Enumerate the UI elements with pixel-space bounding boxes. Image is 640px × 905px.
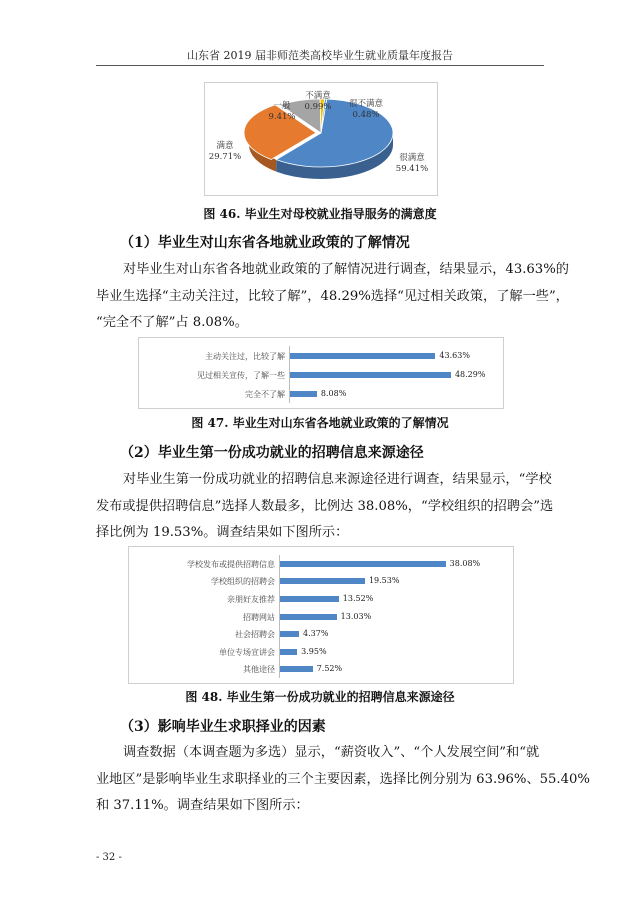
bar-category-label: 亲朋好友推荐 [227, 595, 275, 604]
bar-value-label: 13.52% [342, 594, 374, 603]
section-3-heading: （3）影响毕业生求职择业的因素 [120, 719, 326, 735]
bar [280, 614, 337, 620]
paragraph-line: 对毕业生第一份成功就业的招聘信息来源途径进行调查，结果显示，“学校 [123, 472, 552, 487]
pie-label-value: 0.48% [352, 110, 380, 120]
pie-label-name: 很满意 [399, 153, 425, 163]
bar-category-label: 招聘网站 [243, 612, 275, 622]
bar-category-label: 单位专场宣讲会 [219, 647, 275, 657]
bar [280, 631, 299, 637]
paragraph-line: 择比例为 19.53%。调查结果如下图所示： [96, 525, 349, 540]
paragraph-line: 发布或提供招聘信息”选择人数最多，比例达 38.08%，“学校组织的招聘会”选 [96, 498, 554, 514]
section-2-heading: （2）毕业生第一份成功就业的招聘信息来源途径 [120, 445, 424, 461]
bar-value-label: 48.29% [454, 369, 486, 379]
page-header: 山东省 2019 届非师范类高校毕业生就业质量年度报告 [187, 49, 453, 62]
figure-47-caption: 图 47. 毕业生对山东省各地就业政策的了解情况 [191, 416, 449, 430]
bar [290, 353, 435, 359]
pie-label-neutral [263, 101, 301, 123]
bar [280, 561, 446, 567]
bar-category-label: 其他途径 [243, 665, 275, 675]
bar-value-label: 19.53% [368, 576, 400, 586]
bar-value-label: 8.08% [320, 388, 347, 398]
pie-label-satisfied [205, 141, 245, 163]
figure-46-caption: 图 46. 毕业生对母校就业指导服务的满意度 [203, 207, 437, 221]
section-1-paragraph [96, 257, 569, 337]
pie-label-value: 29.71% [208, 152, 242, 162]
bar-category-label: 完全不了解 [245, 389, 285, 399]
pie-label-name: 满意 [216, 141, 234, 151]
page-number: - 32 - [96, 852, 122, 863]
pie-label-name: 很不满意 [348, 99, 383, 109]
bar-category-label: 学校发布或提供招聘信息 [187, 559, 275, 569]
bar-category-label: 社会招聘会 [235, 630, 275, 640]
figure-46-chart [204, 82, 438, 196]
bar [280, 578, 365, 584]
section-1-heading: （1）毕业生对山东省各地就业政策的了解情况 [120, 235, 410, 251]
pie-label-very-satisfied [389, 153, 435, 175]
bar [290, 391, 317, 397]
pie-label-value: 0.99% [304, 102, 332, 112]
bar-category-label: 学校组织的招聘会 [211, 577, 275, 587]
bar [280, 596, 339, 602]
header-rule [96, 65, 544, 66]
paragraph-line: 业地区”是影响毕业生求职择业的三个主要因素，选择比例分别为 63.96%、55.40% [96, 771, 590, 787]
section-2-paragraph [96, 467, 554, 547]
pie-label-dissatisfied [299, 91, 337, 113]
figure-47-plot [139, 344, 503, 404]
paragraph-line: 对毕业生对山东省各地就业政策的了解情况进行调查，结果显示，43.63%的 [123, 262, 569, 277]
section-3-paragraph [96, 740, 590, 820]
pie-label-value: 9.41% [268, 112, 296, 122]
bar-value-label: 7.52% [316, 664, 343, 674]
paragraph-line: 调查数据（本调查题为多选）显示，“薪资收入”、“个人发展空间”和“就 [123, 745, 540, 760]
bar-value-label: 38.08% [449, 558, 481, 568]
pie-label-value: 59.41% [395, 164, 429, 174]
bar-value-label: 3.95% [301, 646, 327, 656]
paragraph-line: 毕业生选择“主动关注过，比较了解”，48.29%选择“见过相关政策，了解一些”， [96, 288, 569, 304]
paragraph-line: “完全不了解”占 8.08%。 [96, 315, 248, 330]
pie-label-name: 不满意 [305, 91, 331, 101]
bar-value-label: 13.03% [340, 611, 372, 621]
pie-label-very-dissatisfied [341, 99, 391, 121]
paragraph-line: 和 37.11%。调查结果如下图所示： [96, 798, 309, 813]
bar-category-label: 主动关注过，比较了解 [205, 351, 285, 361]
figure-48-chart [128, 546, 514, 684]
bar [290, 372, 451, 378]
bar [280, 666, 313, 672]
figure-48-plot [129, 553, 513, 679]
figure-48-caption: 图 48. 毕业生第一份成功就业的招聘信息来源途径 [185, 690, 455, 704]
bar-category-label: 见过相关宣传，了解一些 [197, 370, 285, 380]
bar [280, 649, 297, 655]
bar-value-label: 4.37% [303, 629, 329, 639]
figure-47-chart [138, 337, 504, 409]
pie-label-name: 一般 [273, 101, 291, 111]
bar-value-label: 43.63% [439, 350, 470, 360]
